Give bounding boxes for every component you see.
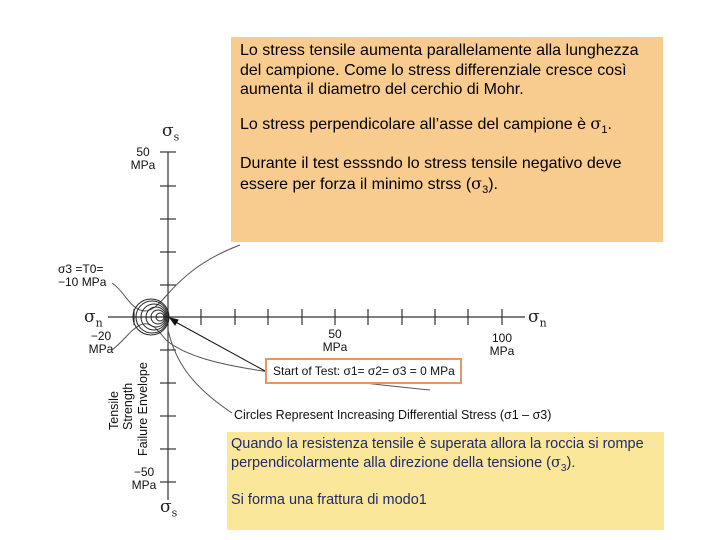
failure-envelope-upper bbox=[112, 245, 240, 311]
explanation-box-top bbox=[231, 37, 663, 242]
x-tick-100: 100 MPa bbox=[489, 331, 515, 358]
tensile-strength-label: Tensile Strength bbox=[107, 382, 135, 430]
x-tick-50: 50 MPa bbox=[322, 327, 348, 354]
start-arrow bbox=[172, 320, 265, 371]
x-tick-neg20: −20 MPa bbox=[88, 329, 114, 356]
y-tick-50: 50 MPa bbox=[130, 145, 156, 172]
circles-leader bbox=[168, 330, 232, 413]
explanation-paragraph-1: Lo stress tensile aumenta parallelamente alla lunghezza del campione. Come lo stress differenziale cresce così aumenta il diametro del cerchio di Mohr. bbox=[240, 42, 639, 98]
sigma-n-right-label: $\sigma_n$ bbox=[528, 307, 547, 330]
y-tick-neg50: −50 MPa bbox=[131, 465, 157, 492]
explanation-paragraph-3: Durante il test esssndo lo stress tensile negativo deve essere per forza il minimo strss $(\sigma_3)$. bbox=[240, 155, 622, 196]
fracture-paragraph-2: Si forma una frattura di modo1 bbox=[231, 491, 427, 508]
circles-description-label: Circles Represent Increasing Differential Stress (σ1 – σ3) bbox=[234, 408, 552, 422]
sigma-n-left-label: $\sigma_n$ bbox=[84, 307, 103, 330]
sigma-s-bottom-label: $\sigma_s$ bbox=[160, 497, 178, 520]
explanation-box-bottom bbox=[227, 432, 664, 530]
sigma-s-top-label: $\sigma_s$ bbox=[162, 121, 180, 144]
start-of-test-label: Start of Test: σ1= σ2= σ3 = 0 MPa bbox=[265, 358, 462, 384]
failure-envelope-label: Failure Envelope bbox=[136, 362, 150, 456]
explanation-paragraph-2: Lo stress perpendicolare all’asse del campione è $\sigma_1$. bbox=[240, 113, 612, 136]
t0-label: σ3 =T0= −10 MPa bbox=[58, 262, 107, 289]
fracture-paragraph-1: Quando la resistenza tensile è superata allora la roccia si rompe perpendicolarmente alla direzione della tensione $(\sigma_3)$. bbox=[231, 436, 644, 474]
